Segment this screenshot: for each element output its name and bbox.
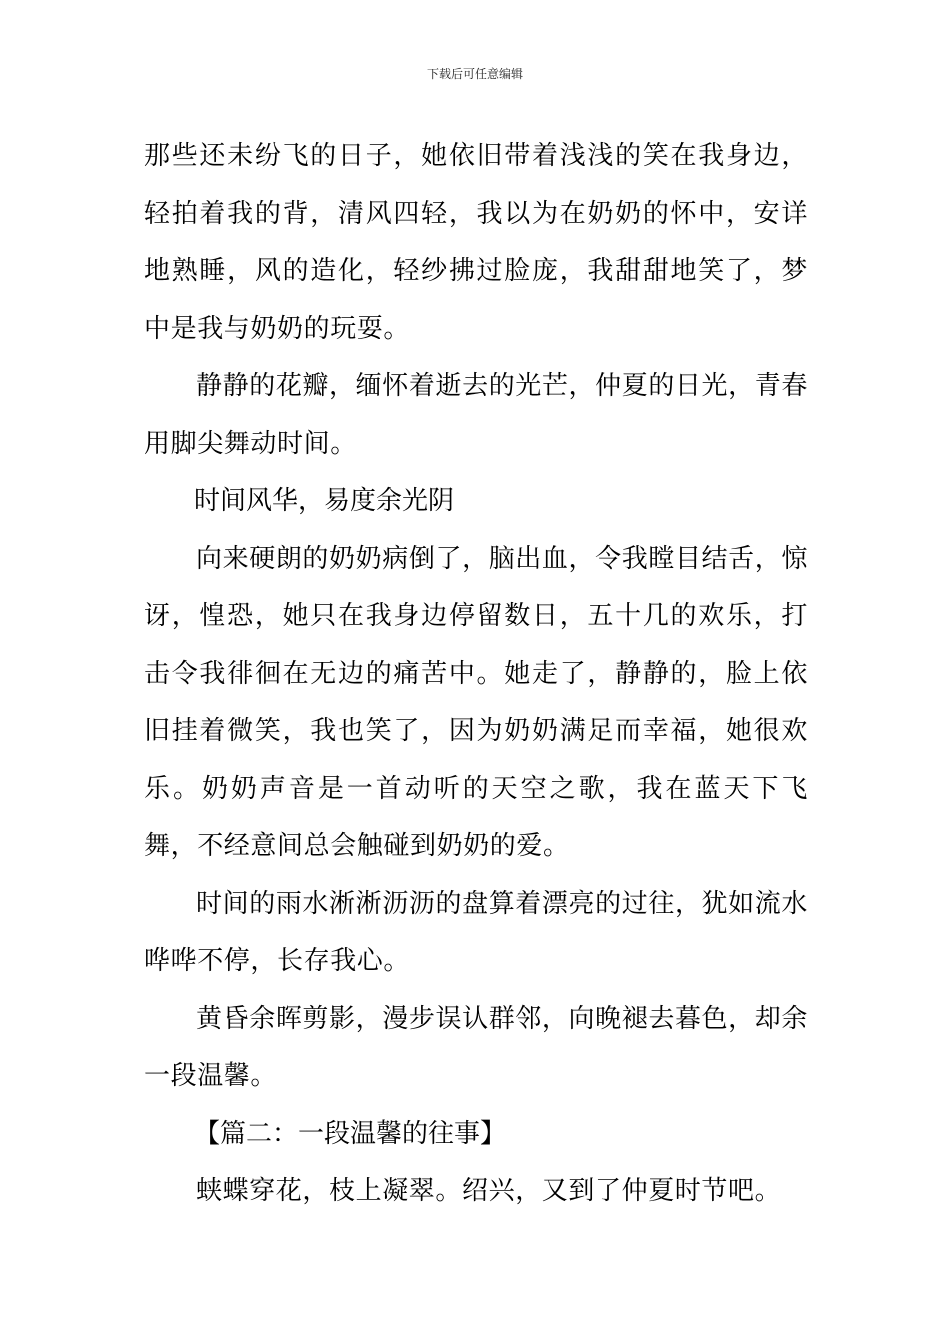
paragraph-1: 那些还未纷飞的日子，她依旧带着浅浅的笑在我身边，轻拍着我的背，清风四轻，我以为在奶奶的怀中，安详地熟睡，风的造化，轻纱拂过脸庞，我甜甜地笑了，梦中是我与奶奶的玩耍。 [144,141,808,344]
header-note: 下载后可任意编辑 [426,67,523,81]
paragraph-6: 蛱蝶穿花，枝上凝翠。绍兴，又到了仲夏时节吧。 [196,1176,782,1206]
paragraph-2: 静静的花瓣，缅怀着逝去的光芒，仲夏的日光，青春用脚尖舞动时间。 [144,371,808,459]
section-title: 【篇二：一段温馨的往事】 [194,1118,507,1149]
paragraph-4: 时间的雨水淅淅沥沥的盘算着漂亮的过往，犹如流水哗哗不停，长存我心。 [144,888,808,976]
paragraph-5: 黄昏余晖剪影，漫步误认群邻，向晚褪去暮色，却余一段温馨。 [144,1003,808,1091]
paragraph-3: 向来硬朗的奶奶病倒了，脑出血，令我瞠目结舌，惊讶，惶恐，她只在我身边停留数日，五十几的欢乐，打击令我徘徊在无边的痛苦中。她走了，静静的，脸上依旧挂着微笑，我也笑了，因为奶奶满足而幸福，她很欢乐。奶奶声音是一首动听的天空之歌，我在蓝天下飞舞，不经意间总会触碰到奶奶的爱。 [144,543,808,861]
document-body [144,128,808,1221]
subheading-time: 时间风华，易度余光阴 [194,486,455,516]
